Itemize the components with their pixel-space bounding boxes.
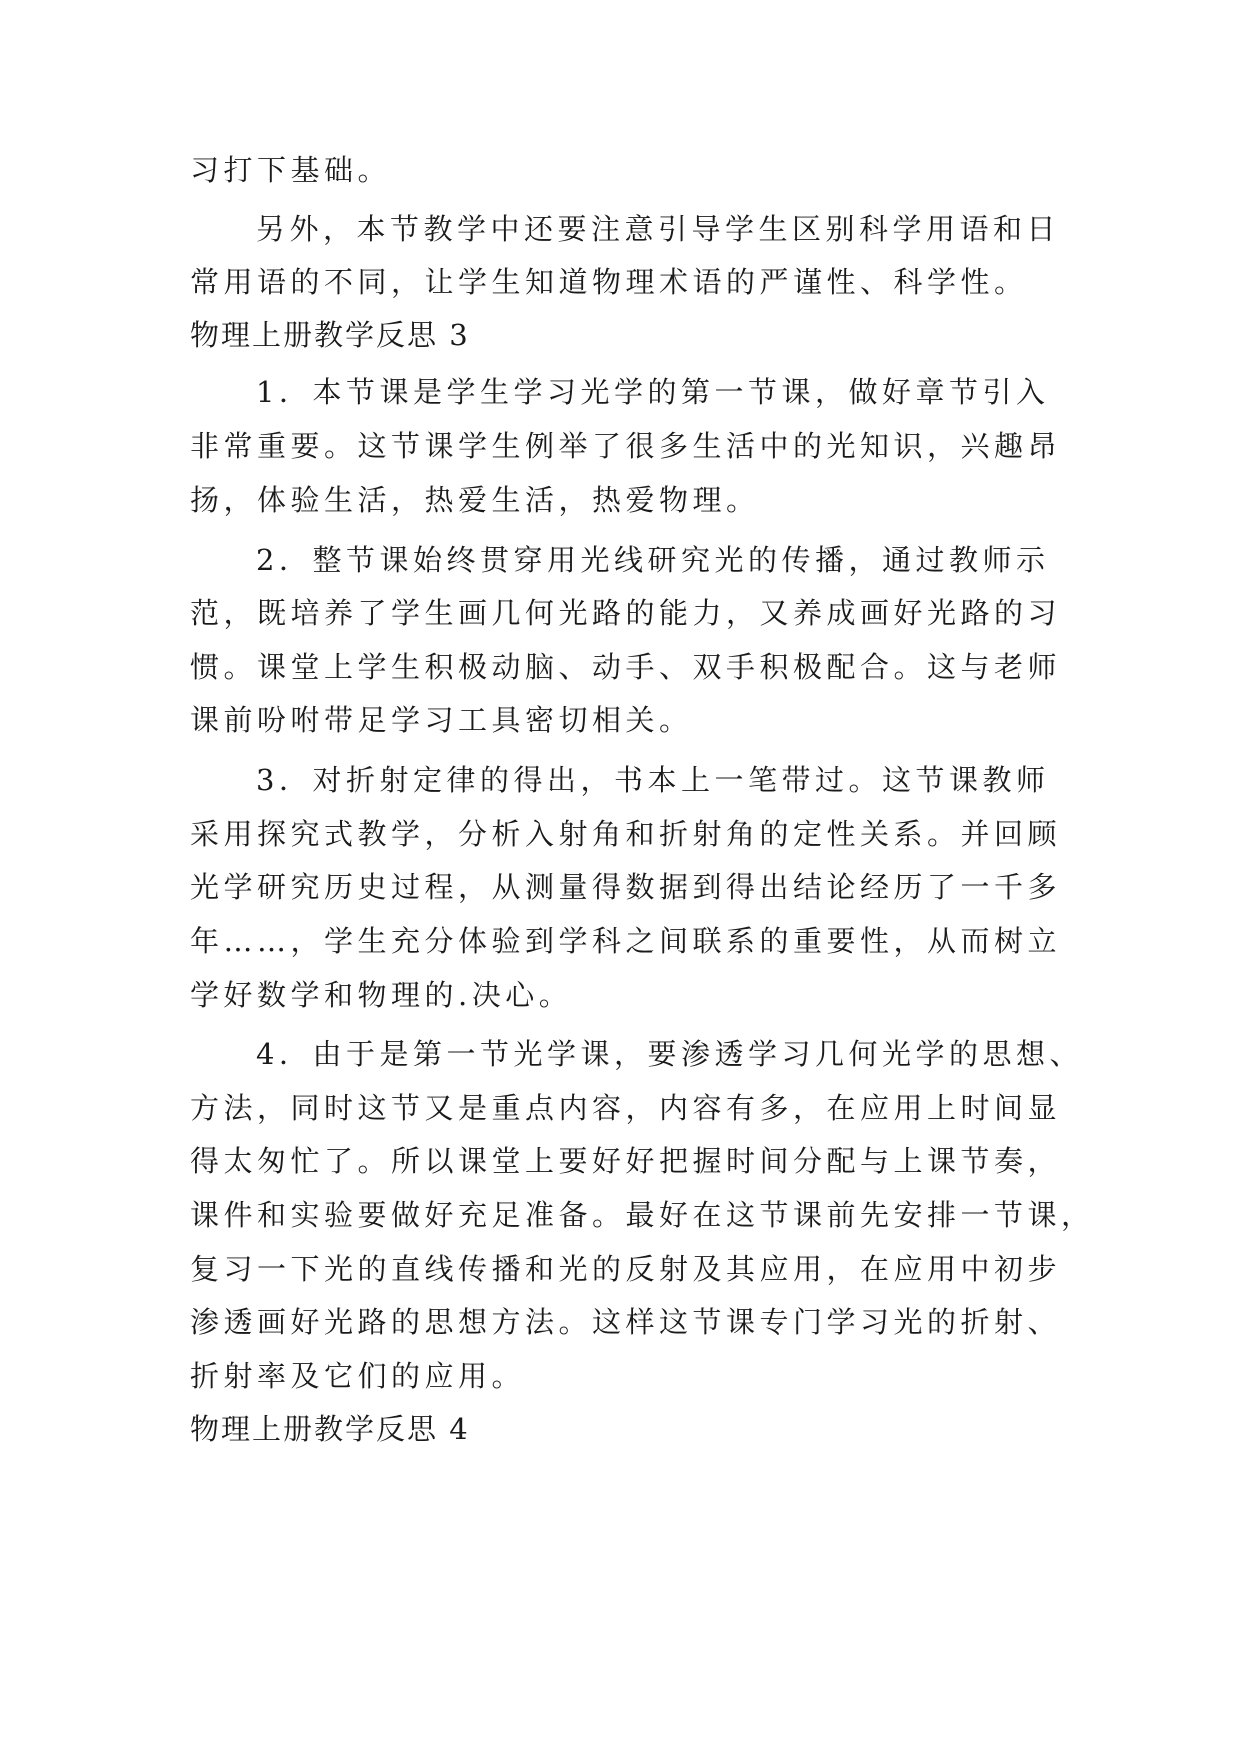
text-line: 学好数学和物理的.决心。 — [190, 978, 573, 1012]
text-line: 得太匆忙了。所以课堂上要好好把握时间分配与上课节奏， — [190, 1144, 1062, 1178]
text-line: 非常重要。这节课学生例举了很多生活中的光知识，兴趣昂 — [190, 429, 1062, 463]
text-line: 方法，同时这节又是重点内容，内容有多，在应用上时间显 — [190, 1091, 1062, 1125]
text-line: 渗透画好光路的思想方法。这样这节课专门学习光的折射、 — [190, 1305, 1062, 1339]
section-heading: 物理上册教学反思 3 — [190, 318, 470, 352]
paragraph-start: 另外，本节教学中还要注意引导学生区别科学用语和日 — [256, 212, 1061, 246]
text-line: 复习一下光的直线传播和光的反射及其应用，在应用中初步 — [190, 1252, 1062, 1286]
text-line: 习打下基础。 — [190, 153, 392, 187]
text-line: 范，既培养了学生画几何光路的能力，又养成画好光路的习 — [190, 596, 1062, 630]
text-line: 采用探究式教学，分析入射角和折射角的定性关系。并回顾 — [190, 817, 1062, 851]
text-line: 扬，体验生活，热爱生活，热爱物理。 — [190, 483, 760, 517]
text-line: 课件和实验要做好充足准备。最好在这节课前先安排一节课， — [190, 1198, 1095, 1232]
paragraph-start: 4．由于是第一节光学课，要渗透学习几何光学的思想、 — [256, 1037, 1083, 1071]
text-line: 常用语的不同，让学生知道物理术语的严谨性、科学性。 — [190, 265, 1028, 299]
text-line: 折射率及它们的应用。 — [190, 1359, 526, 1393]
text-line: 光学研究历史过程，从测量得数据到得出结论经历了一千多 — [190, 870, 1062, 904]
paragraph-start: 3．对折射定律的得出，书本上一笔带过。这节课教师 — [256, 763, 1050, 797]
paragraph-start: 2．整节课始终贯穿用光线研究光的传播，通过教师示 — [256, 543, 1050, 577]
text-line: 课前吩咐带足学习工具密切相关。 — [190, 703, 693, 737]
section-heading: 物理上册教学反思 4 — [190, 1412, 470, 1446]
text-line: 年……，学生充分体验到学科之间联系的重要性，从而树立 — [190, 924, 1062, 958]
paragraph-start: 1．本节课是学生学习光学的第一节课，做好章节引入 — [256, 375, 1050, 409]
text-line: 惯。课堂上学生积极动脑、动手、双手积极配合。这与老师 — [190, 650, 1062, 684]
